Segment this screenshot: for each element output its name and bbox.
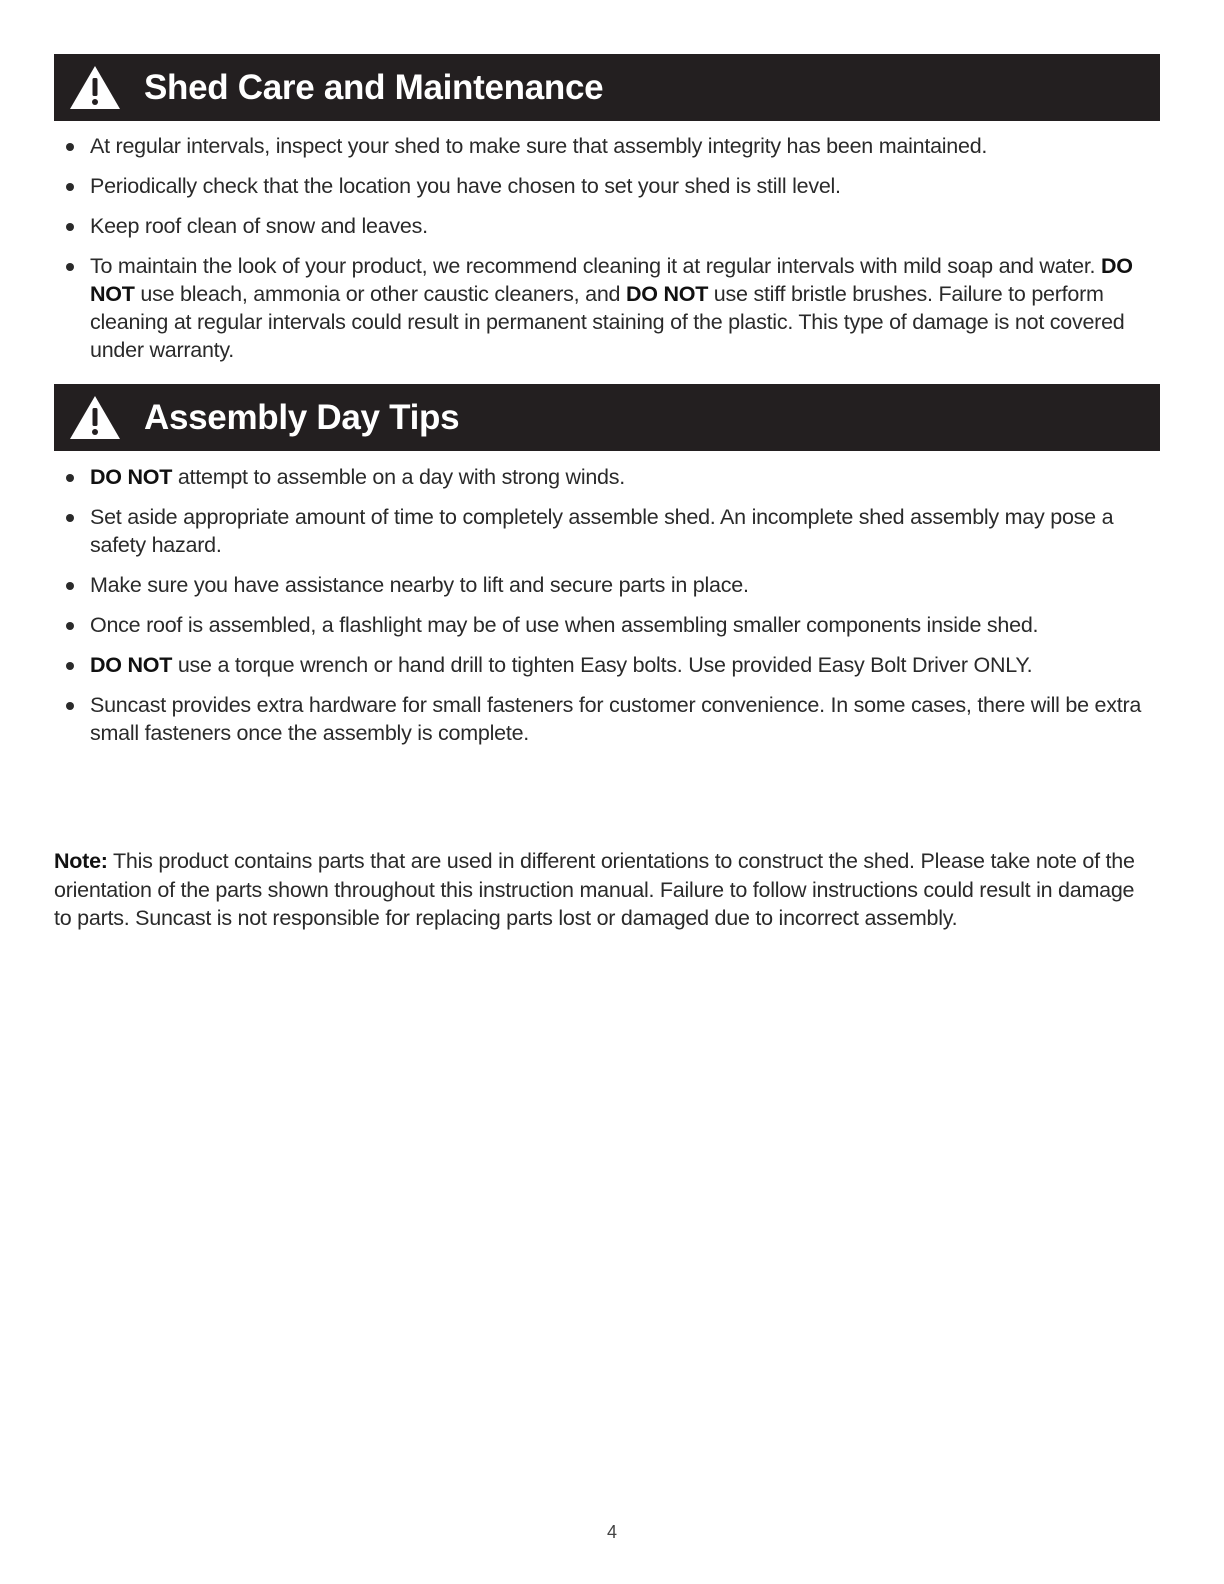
bullet-icon <box>66 622 74 630</box>
note-paragraph <box>54 847 1154 933</box>
bullet-icon <box>66 143 74 151</box>
list-item: Once roof is assembled, a flashlight may be of use when assembling smaller components inside shed. <box>60 611 1150 639</box>
list-item: Keep roof clean of snow and leaves. <box>60 212 1150 240</box>
list-item: DO NOT use a torque wrench or hand drill to tighten Easy bolts. Use provided Easy Bolt Driver ONLY. <box>60 651 1150 679</box>
bullet-icon <box>66 582 74 590</box>
list-item: DO NOT attempt to assemble on a day with strong winds. <box>60 463 1150 491</box>
note-label: Note: <box>54 849 108 873</box>
list-item: To maintain the look of your product, we recommend cleaning it at regular intervals with mild soap and water. DO NOT use bleach, ammonia or other caustic cleaners, and DO NOT use stiff bristle brushes. Failure to perform cleaning at regular intervals could result in permanent staining of the plastic. This type of damage is not covered under warranty. <box>60 252 1150 364</box>
list-item: At regular intervals, inspect your shed to make sure that assembly integrity has been maintained. <box>60 132 1150 160</box>
warning-triangle-icon <box>68 393 122 441</box>
section-header-assembly-day-tips <box>54 384 1160 451</box>
bullet-icon <box>66 183 74 191</box>
section-title: Shed Care and Maintenance <box>144 68 604 107</box>
warning-triangle-icon <box>68 63 122 111</box>
section-header-shed-care <box>54 54 1160 121</box>
bullet-icon <box>66 514 74 522</box>
note-text: This product contains parts that are used in different orientations to construct the shed. Please take note of the orientation of the parts shown throughout this instruction manual. Failure to follow instructions could result in damage to parts. Suncast is not responsible for replacing parts lost or damaged due to incorrect assembly. <box>54 849 1135 930</box>
bullet-icon <box>66 702 74 710</box>
page-number: 4 <box>606 1522 617 1542</box>
list-item: Set aside appropriate amount of time to completely assemble shed. An incomplete shed assembly may pose a safety hazard. <box>60 503 1150 559</box>
list-item: Periodically check that the location you have chosen to set your shed is still level. <box>60 172 1150 200</box>
bullet-icon <box>66 662 74 670</box>
bullet-icon <box>66 474 74 482</box>
assembly-tips-list <box>60 463 1150 759</box>
bullet-icon <box>66 263 74 271</box>
section-title: Assembly Day Tips <box>144 398 460 437</box>
list-item: Suncast provides extra hardware for small fasteners for customer convenience. In some cases, there will be extra small fasteners once the assembly is complete. <box>60 691 1150 747</box>
list-item: Make sure you have assistance nearby to lift and secure parts in place. <box>60 571 1150 599</box>
bullet-icon <box>66 223 74 231</box>
shed-care-list <box>60 132 1150 376</box>
